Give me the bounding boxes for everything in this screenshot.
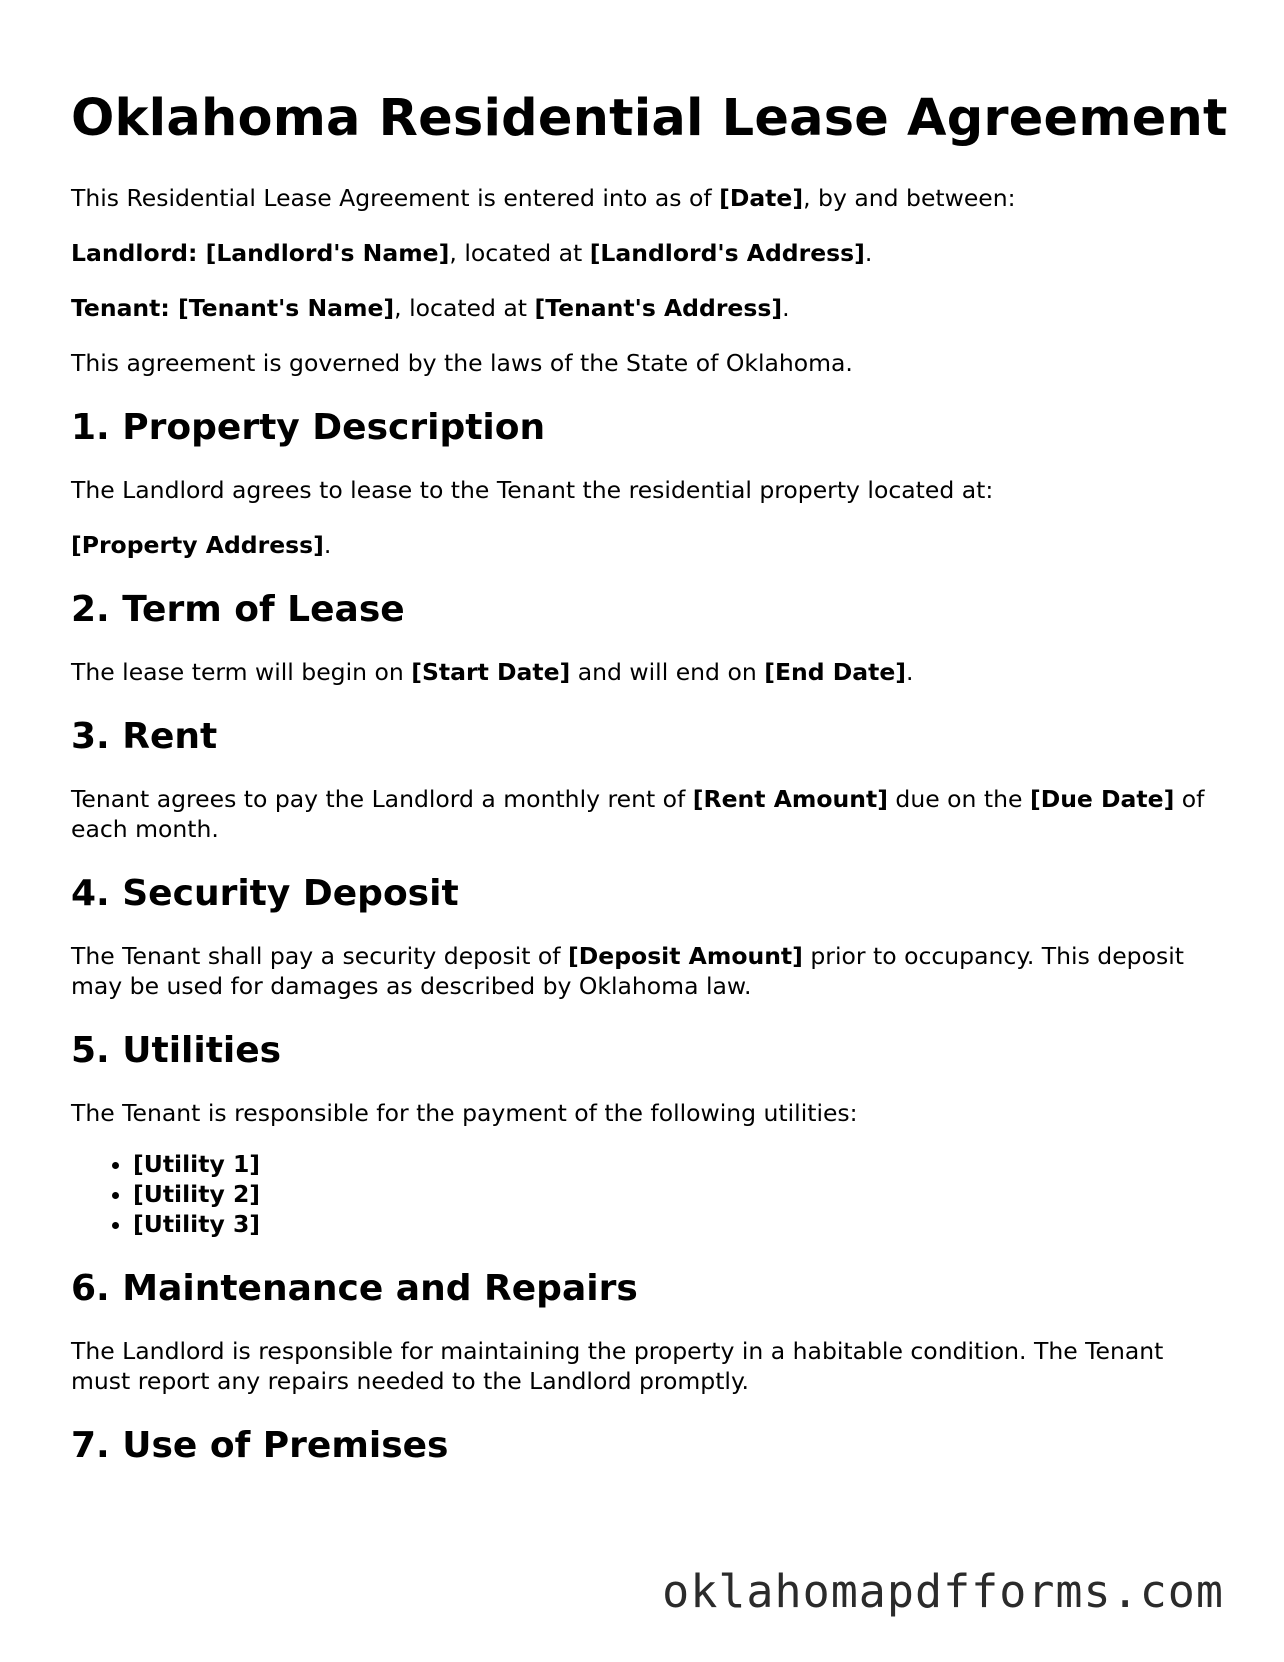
landlord-paragraph: Landlord: [Landlord's Name], located at [Landlord's Address]. [71, 239, 873, 267]
section-heading-security-deposit: 4. Security Deposit [71, 873, 459, 914]
deposit-amount-placeholder: [Deposit Amount] [568, 942, 803, 970]
end-date-placeholder: [End Date] [764, 658, 907, 686]
document-body [71, 183, 1221, 1468]
rent-text: Tenant agrees to pay the Landlord a monthly rent of [Rent Amount] due on the [Due Date] of each month. [71, 785, 1205, 843]
maintenance-text: The Landlord is responsible for maintaining the property in a habitable condition. The Tenant must report any repairs needed to the Landlord promptly. [71, 1337, 1164, 1395]
date-placeholder: [Date] [719, 184, 804, 212]
list-item: • [Utility 1] [133, 1149, 1221, 1179]
list-item: • [Utility 2] [133, 1179, 1221, 1209]
security-deposit-text: The Tenant shall pay a security deposit of [Deposit Amount] prior to occupancy. This deposit may be used for damages as described by Oklahoma law. [71, 942, 1184, 1000]
landlord-name-placeholder: Landlord: [Landlord's Name] [71, 239, 450, 267]
section-heading-use-of-premises: 7. Use of Premises [71, 1425, 449, 1466]
tenant-paragraph: Tenant: [Tenant's Name], located at [Tenant's Address]. [71, 294, 790, 322]
watermark: oklahomapdfforms.com [662, 1565, 1224, 1618]
section-heading-maintenance: 6. Maintenance and Repairs [71, 1268, 638, 1309]
property-address-placeholder: [Property Address] [71, 531, 324, 559]
section-heading-property-description: 1. Property Description [71, 407, 546, 448]
section-heading-utilities: 5. Utilities [71, 1030, 282, 1071]
start-date-placeholder: [Start Date] [411, 658, 571, 686]
property-description-text: The Landlord agrees to lease to the Tenant the residential property located at: [71, 476, 994, 504]
document-title: Oklahoma Residential Lease Agreement [71, 89, 1228, 148]
intro-paragraph: This Residential Lease Agreement is entered into as of [Date], by and between: [71, 184, 1016, 212]
property-address-paragraph: [Property Address]. [71, 531, 332, 559]
list-item: • [Utility 3] [133, 1209, 1221, 1239]
utilities-text: The Tenant is responsible for the payment of the following utilities: [71, 1099, 858, 1127]
rent-amount-placeholder: [Rent Amount] [692, 785, 888, 813]
tenant-name-placeholder: Tenant: [Tenant's Name] [71, 294, 395, 322]
landlord-address-placeholder: [Landlord's Address] [589, 239, 865, 267]
tenant-address-placeholder: [Tenant's Address] [534, 294, 783, 322]
section-heading-rent: 3. Rent [71, 716, 218, 757]
section-heading-term-of-lease: 2. Term of Lease [71, 589, 405, 630]
term-of-lease-text: The lease term will begin on [Start Date] and will end on [End Date]. [71, 658, 914, 686]
governing-law-paragraph: This agreement is governed by the laws of the State of Oklahoma. [71, 349, 853, 377]
due-date-placeholder: [Due Date] [1029, 785, 1175, 813]
utilities-list [71, 1149, 1221, 1239]
